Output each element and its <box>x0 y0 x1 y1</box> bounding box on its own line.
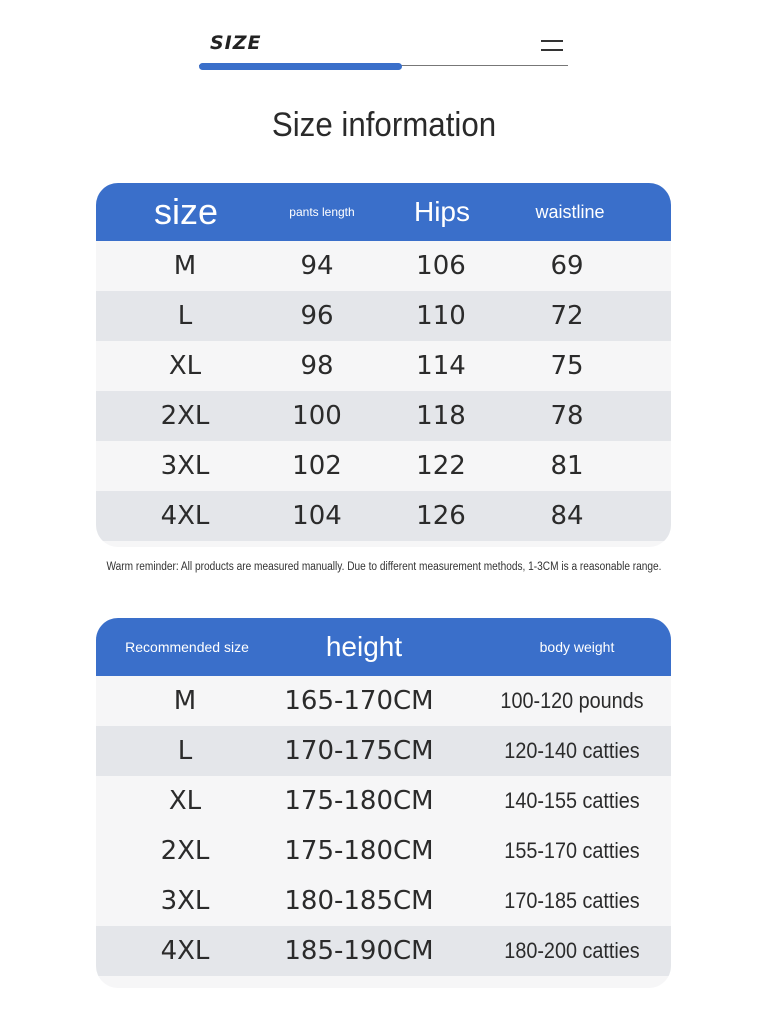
column-header-recommended-size: Recommended size <box>125 639 249 655</box>
cell-waistline: 84 <box>550 501 584 531</box>
table-row <box>96 676 671 726</box>
table-row <box>96 341 671 391</box>
cell-waistline: 69 <box>550 251 584 281</box>
cell-height: 180-185CM <box>284 886 434 916</box>
cell-height: 165-170CM <box>284 686 434 716</box>
cell-size: 4XL <box>160 501 210 531</box>
table-row <box>96 241 671 291</box>
page-title: Size information <box>271 106 497 144</box>
cell-body-weight: 100-120 pounds <box>500 688 644 713</box>
cell-size: L <box>177 301 193 331</box>
cell-size: 2XL <box>160 836 210 866</box>
cell-waistline: 78 <box>550 401 584 431</box>
cell-body-weight: 140-155 catties <box>504 788 640 813</box>
cell-size: 3XL <box>160 886 210 916</box>
cell-body-weight: 155-170 catties <box>504 838 640 863</box>
measurement-note: Warm reminder: All products are measured manually. Due to different measurement methods, 1-3CM is a reasonable range. <box>106 561 662 573</box>
cell-size: L <box>177 736 193 766</box>
cell-height: 170-175CM <box>284 736 434 766</box>
cell-waistline: 72 <box>550 301 584 331</box>
cell-pants-length: 98 <box>300 351 334 381</box>
column-header-height: height <box>325 631 403 662</box>
table-row <box>96 491 671 541</box>
table-row <box>96 926 671 976</box>
top-nav-bar <box>199 30 568 72</box>
cell-waistline: 75 <box>550 351 584 381</box>
cell-hips: 110 <box>416 301 466 331</box>
cell-body-weight: 120-140 catties <box>504 738 640 763</box>
size-tab-label[interactable]: SIZE <box>210 32 262 54</box>
table-row <box>96 726 671 776</box>
cell-pants-length: 104 <box>292 501 342 531</box>
table-row <box>96 391 671 441</box>
cell-height: 175-180CM <box>284 786 434 816</box>
table-row <box>96 776 671 826</box>
recommended-table-header <box>96 618 671 676</box>
table-row <box>96 291 671 341</box>
column-header-waistline: waistline <box>535 202 605 222</box>
size-table <box>96 183 671 547</box>
cell-size: XL <box>168 786 202 816</box>
cell-hips: 126 <box>416 501 466 531</box>
cell-hips: 106 <box>416 251 466 281</box>
recommended-size-table <box>96 618 671 988</box>
progress-fill <box>199 63 402 70</box>
cell-body-weight: 170-185 catties <box>504 888 640 913</box>
cell-size: M <box>173 251 197 281</box>
cell-hips: 118 <box>416 401 466 431</box>
menu-icon[interactable] <box>541 40 563 52</box>
size-table-header <box>96 183 671 241</box>
cell-size: 2XL <box>160 401 210 431</box>
cell-waistline: 81 <box>550 451 584 481</box>
cell-size: XL <box>168 351 202 381</box>
column-header-pants-length: pants length <box>289 205 355 219</box>
cell-size: 3XL <box>160 451 210 481</box>
cell-pants-length: 94 <box>300 251 334 281</box>
cell-hips: 122 <box>416 451 466 481</box>
cell-hips: 114 <box>416 351 466 381</box>
table-row <box>96 876 671 926</box>
column-header-body-weight: body weight <box>539 639 615 655</box>
cell-pants-length: 100 <box>292 401 342 431</box>
cell-height: 175-180CM <box>284 836 434 866</box>
table-row <box>96 441 671 491</box>
cell-size: M <box>173 686 197 716</box>
column-header-hips: Hips <box>413 196 471 227</box>
cell-body-weight: 180-200 catties <box>504 938 640 963</box>
cell-height: 185-190CM <box>284 936 434 966</box>
column-header-size: size <box>153 191 219 232</box>
cell-pants-length: 96 <box>300 301 334 331</box>
cell-size: 4XL <box>160 936 210 966</box>
table-row <box>96 826 671 876</box>
cell-pants-length: 102 <box>292 451 342 481</box>
